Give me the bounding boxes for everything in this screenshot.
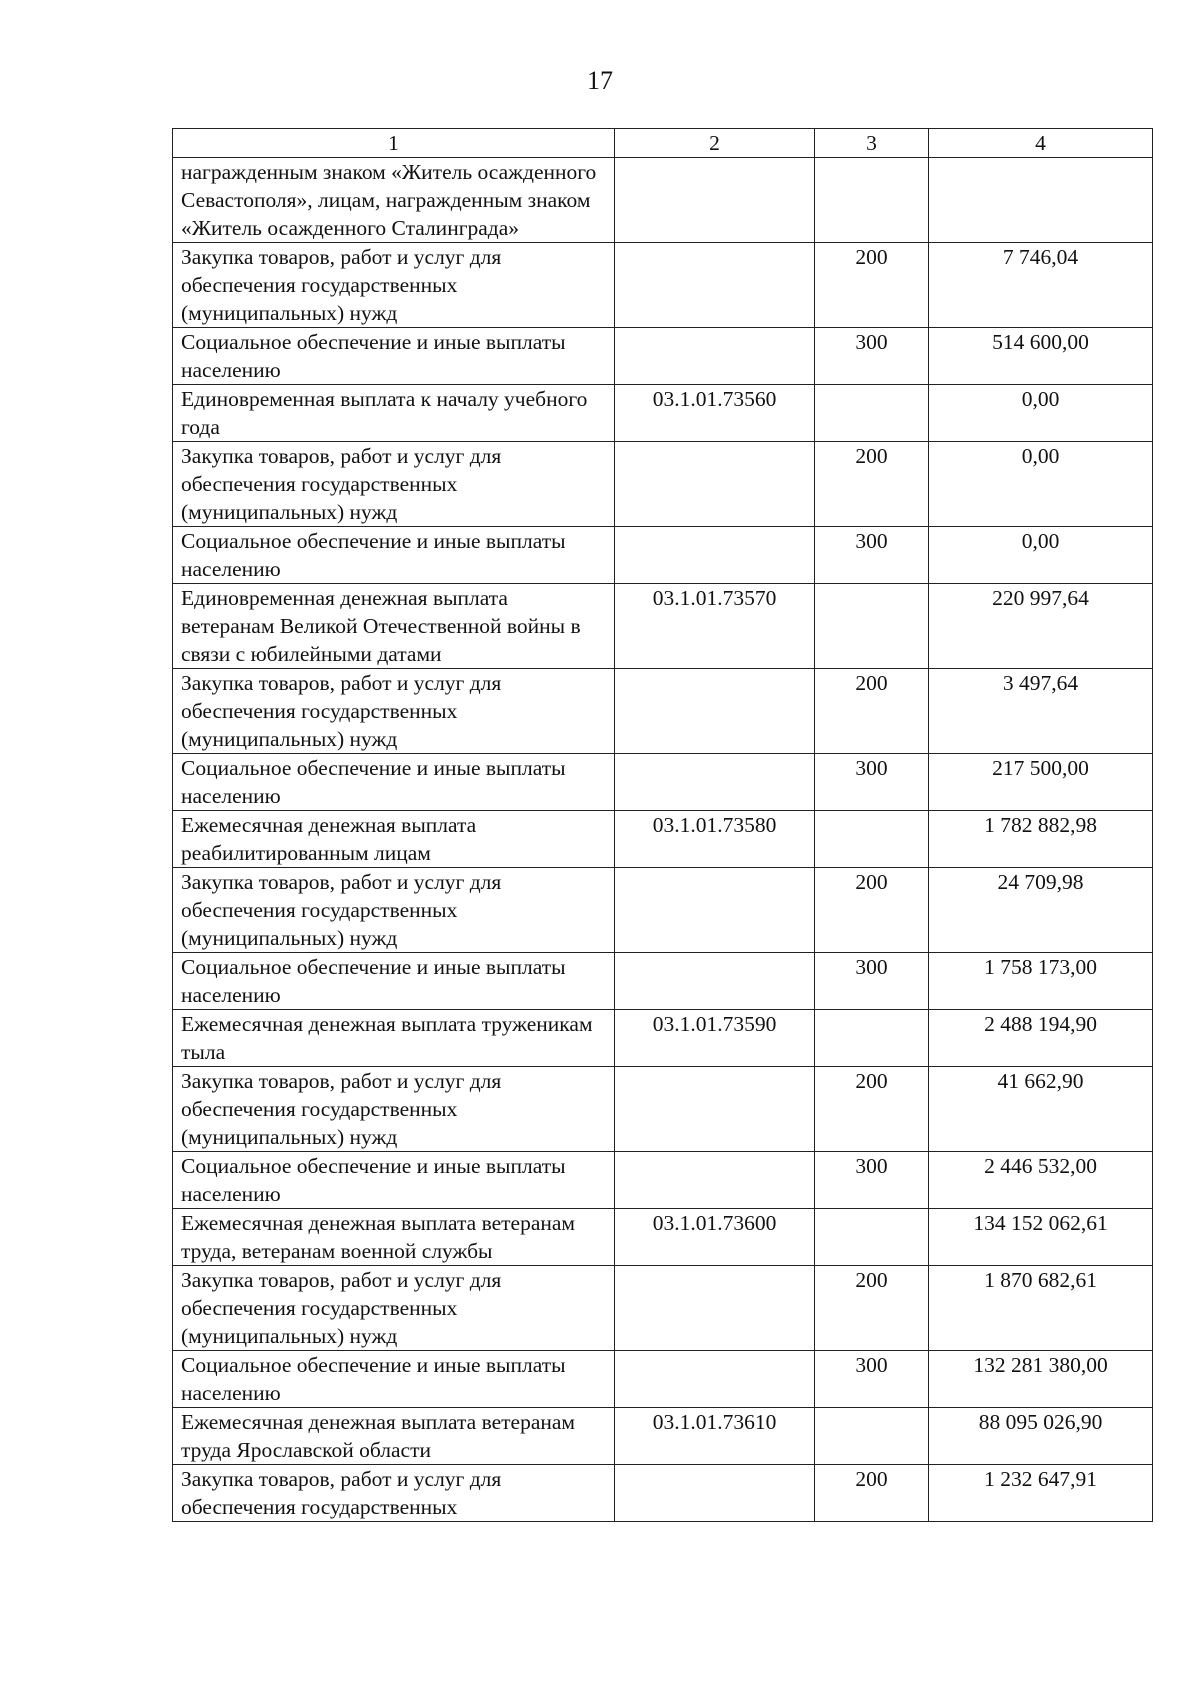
- table-row: [173, 1408, 1153, 1465]
- row-expense-type-cell: 300: [815, 953, 929, 1010]
- row-name-cell: Закупка товаров, работ и услуг для обеспечения государственных (муниципальных) нужд: [173, 868, 615, 953]
- table-row: [173, 1266, 1153, 1351]
- row-name-cell: Социальное обеспечение и иные выплаты населению: [173, 1351, 615, 1408]
- row-name-cell: Закупка товаров, работ и услуг для обеспечения государственных: [173, 1465, 615, 1522]
- row-amount-cell: 1 782 882,98: [929, 811, 1153, 868]
- row-name-cell: Социальное обеспечение и иные выплаты населению: [173, 754, 615, 811]
- budget-table: [172, 128, 1153, 1522]
- row-expense-type-cell: 200: [815, 442, 929, 527]
- row-amount-cell: 217 500,00: [929, 754, 1153, 811]
- row-code-cell: 03.1.01.73570: [615, 584, 815, 669]
- table-row: [173, 669, 1153, 754]
- row-amount-cell: 7 746,04: [929, 243, 1153, 328]
- row-amount-cell: 132 281 380,00: [929, 1351, 1153, 1408]
- header-col-3: 3: [815, 129, 929, 158]
- row-amount-cell: 2 446 532,00: [929, 1152, 1153, 1209]
- row-code-cell: [615, 328, 815, 385]
- row-amount-cell: 3 497,64: [929, 669, 1153, 754]
- row-amount-cell: 1 870 682,61: [929, 1266, 1153, 1351]
- table-row: [173, 1465, 1153, 1522]
- table-row: [173, 754, 1153, 811]
- row-name-cell: Закупка товаров, работ и услуг для обеспечения государственных (муниципальных) нужд: [173, 1067, 615, 1152]
- row-expense-type-cell: 200: [815, 1067, 929, 1152]
- row-name-cell: Единовременная денежная выплата ветеранам Великой Отечественной войны в связи с юбилейными датами: [173, 584, 615, 669]
- row-name-cell: Социальное обеспечение и иные выплаты населению: [173, 527, 615, 584]
- row-name-cell: Социальное обеспечение и иные выплаты населению: [173, 328, 615, 385]
- row-code-cell: [615, 868, 815, 953]
- table-row: [173, 442, 1153, 527]
- row-name-cell: награжденным знаком «Житель осажденного Севастополя», лицам, награжденным знаком «Житель осажденного Сталинграда»: [173, 158, 615, 243]
- table-row: [173, 584, 1153, 669]
- table-row: [173, 953, 1153, 1010]
- row-code-cell: 03.1.01.73590: [615, 1010, 815, 1067]
- table-row: [173, 243, 1153, 328]
- row-name-cell: Закупка товаров, работ и услуг для обеспечения государственных (муниципальных) нужд: [173, 1266, 615, 1351]
- row-code-cell: [615, 754, 815, 811]
- table-body: [173, 158, 1153, 1522]
- row-expense-type-cell: 300: [815, 527, 929, 584]
- row-expense-type-cell: 300: [815, 1152, 929, 1209]
- table-header-row: [173, 129, 1153, 158]
- row-expense-type-cell: [815, 811, 929, 868]
- row-expense-type-cell: 200: [815, 868, 929, 953]
- row-amount-cell: [929, 158, 1153, 243]
- row-name-cell: Ежемесячная денежная выплата труженикам тыла: [173, 1010, 615, 1067]
- row-code-cell: 03.1.01.73560: [615, 385, 815, 442]
- row-expense-type-cell: 300: [815, 754, 929, 811]
- row-amount-cell: 88 095 026,90: [929, 1408, 1153, 1465]
- page-number: 17: [587, 66, 613, 95]
- table-row: [173, 328, 1153, 385]
- row-amount-cell: 0,00: [929, 527, 1153, 584]
- row-amount-cell: 134 152 062,61: [929, 1209, 1153, 1266]
- row-amount-cell: 0,00: [929, 442, 1153, 527]
- table-row: [173, 1067, 1153, 1152]
- row-name-cell: Закупка товаров, работ и услуг для обеспечения государственных (муниципальных) нужд: [173, 243, 615, 328]
- row-expense-type-cell: 200: [815, 1465, 929, 1522]
- row-amount-cell: 1 232 647,91: [929, 1465, 1153, 1522]
- header-col-2: 2: [615, 129, 815, 158]
- header-col-4: 4: [929, 129, 1153, 158]
- table-row: [173, 1209, 1153, 1266]
- row-expense-type-cell: [815, 1408, 929, 1465]
- table-row: [173, 811, 1153, 868]
- table-row: [173, 158, 1153, 243]
- row-amount-cell: 24 709,98: [929, 868, 1153, 953]
- row-code-cell: 03.1.01.73580: [615, 811, 815, 868]
- row-name-cell: Социальное обеспечение и иные выплаты населению: [173, 1152, 615, 1209]
- row-code-cell: [615, 669, 815, 754]
- row-expense-type-cell: 300: [815, 1351, 929, 1408]
- row-expense-type-cell: 200: [815, 1266, 929, 1351]
- row-code-cell: [615, 1067, 815, 1152]
- row-code-cell: 03.1.01.73600: [615, 1209, 815, 1266]
- row-amount-cell: 220 997,64: [929, 584, 1153, 669]
- row-code-cell: [615, 1351, 815, 1408]
- row-code-cell: [615, 1152, 815, 1209]
- row-amount-cell: 41 662,90: [929, 1067, 1153, 1152]
- table-row: [173, 1152, 1153, 1209]
- row-code-cell: [615, 158, 815, 243]
- row-expense-type-cell: [815, 1010, 929, 1067]
- row-name-cell: Социальное обеспечение и иные выплаты населению: [173, 953, 615, 1010]
- row-name-cell: Закупка товаров, работ и услуг для обеспечения государственных (муниципальных) нужд: [173, 442, 615, 527]
- row-code-cell: [615, 243, 815, 328]
- row-code-cell: 03.1.01.73610: [615, 1408, 815, 1465]
- row-name-cell: Ежемесячная денежная выплата реабилитированным лицам: [173, 811, 615, 868]
- table-row: [173, 527, 1153, 584]
- row-expense-type-cell: [815, 158, 929, 243]
- row-expense-type-cell: 300: [815, 328, 929, 385]
- row-amount-cell: 0,00: [929, 385, 1153, 442]
- row-expense-type-cell: [815, 1209, 929, 1266]
- row-code-cell: [615, 953, 815, 1010]
- row-name-cell: Ежемесячная денежная выплата ветеранам труда, ветеранам военной службы: [173, 1209, 615, 1266]
- table-row: [173, 868, 1153, 953]
- row-expense-type-cell: 200: [815, 669, 929, 754]
- row-expense-type-cell: 200: [815, 243, 929, 328]
- header-col-1: 1: [173, 129, 615, 158]
- table-row: [173, 1351, 1153, 1408]
- row-code-cell: [615, 1465, 815, 1522]
- table-row: [173, 1010, 1153, 1067]
- row-amount-cell: 1 758 173,00: [929, 953, 1153, 1010]
- row-expense-type-cell: [815, 385, 929, 442]
- row-code-cell: [615, 527, 815, 584]
- row-name-cell: Закупка товаров, работ и услуг для обеспечения государственных (муниципальных) нужд: [173, 669, 615, 754]
- row-name-cell: Ежемесячная денежная выплата ветеранам труда Ярославской области: [173, 1408, 615, 1465]
- row-code-cell: [615, 1266, 815, 1351]
- row-name-cell: Единовременная выплата к началу учебного года: [173, 385, 615, 442]
- row-amount-cell: 2 488 194,90: [929, 1010, 1153, 1067]
- row-expense-type-cell: [815, 584, 929, 669]
- row-code-cell: [615, 442, 815, 527]
- row-amount-cell: 514 600,00: [929, 328, 1153, 385]
- table-row: [173, 385, 1153, 442]
